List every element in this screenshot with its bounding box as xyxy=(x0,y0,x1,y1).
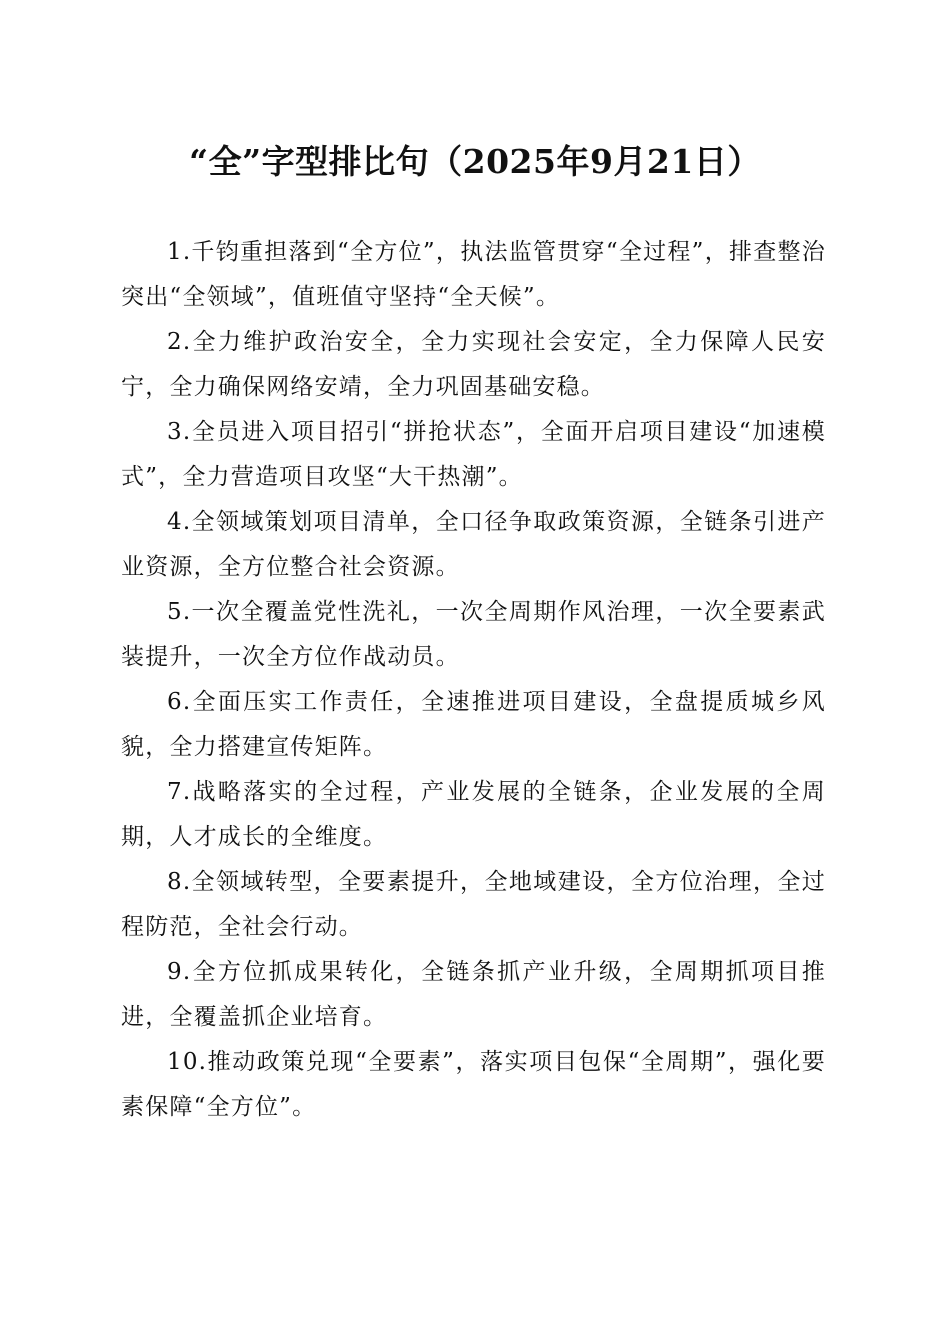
list-item: 6.全面压实工作责任，全速推进项目建设，全盘提质城乡风貌，全力搭建宣传矩阵。 xyxy=(121,689,826,760)
list-item: 2.全力维护政治安全，全力实现社会安定，全力保障人民安宁，全力确保网络安靖，全力巩固基础安稳。 xyxy=(121,329,826,400)
list-item: 1.千钧重担落到“全方位”，执法监管贯穿“全过程”，排查整治突出“全领域”，值班值守坚持“全天候”。 xyxy=(121,239,826,310)
list-item: 4.全领域策划项目清单，全口径争取政策资源，全链条引进产业资源，全方位整合社会资源。 xyxy=(121,509,826,580)
list-item: 7.战略落实的全过程，产业发展的全链条，企业发展的全周期，人才成长的全维度。 xyxy=(121,779,826,850)
list-item: 8.全领域转型，全要素提升，全地域建设，全方位治理，全过程防范，全社会行动。 xyxy=(121,869,826,940)
list-item: 9.全方位抓成果转化，全链条抓产业升级，全周期抓项目推进，全覆盖抓企业培育。 xyxy=(121,959,826,1030)
list-item: 3.全员进入项目招引“拼抢状态”，全面开启项目建设“加速模式”，全力营造项目攻坚“大干热潮”。 xyxy=(121,419,826,490)
list-item: 10.推动政策兑现“全要素”，落实项目包保“全周期”，强化要素保障“全方位”。 xyxy=(121,1049,826,1120)
item-list xyxy=(121,230,826,1130)
document-title: “全”字型排比句（2025年9月21日） xyxy=(189,142,761,181)
list-item: 5.一次全覆盖党性洗礼，一次全周期作风治理，一次全要素武装提升，一次全方位作战动员。 xyxy=(121,599,826,670)
